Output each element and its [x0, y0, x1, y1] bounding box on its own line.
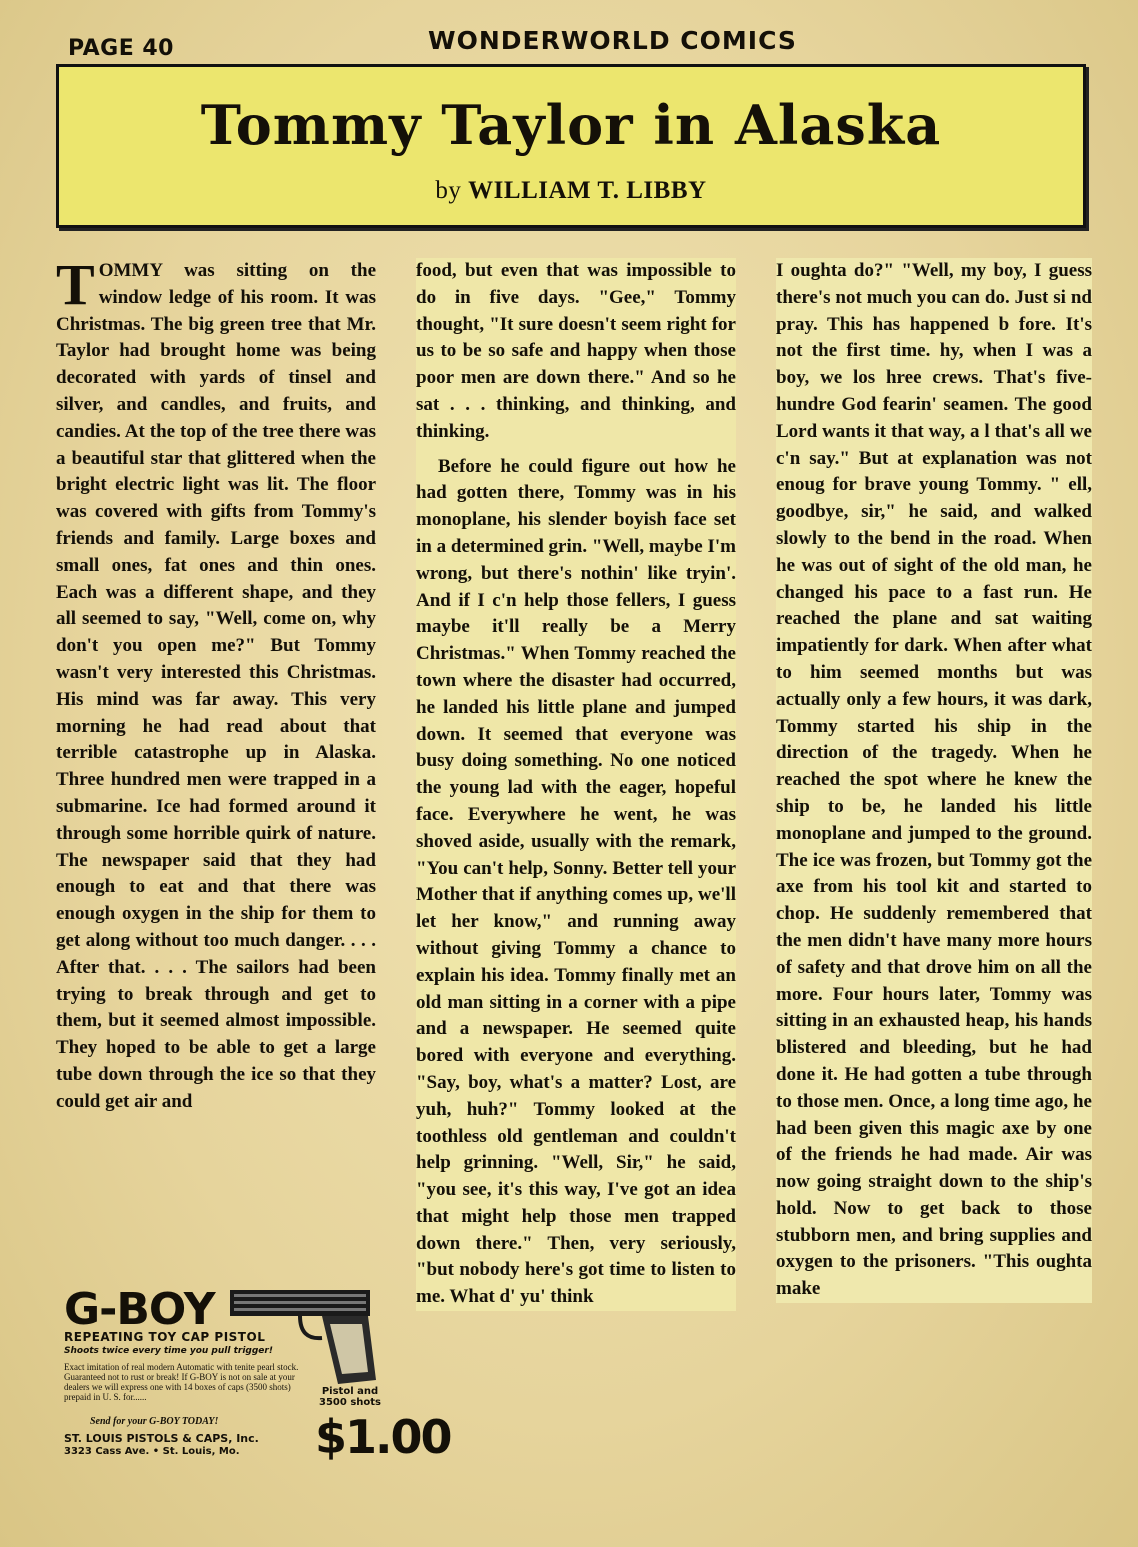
ad-deal: Pistol and 3500 shots [319, 1386, 381, 1408]
ad-address: 3323 Cass Ave. • St. Louis, Mo. [64, 1446, 240, 1457]
ad-shoots-text: Shoots twice every time you pull trigger! [64, 1346, 273, 1356]
drop-cap: T [56, 252, 95, 317]
paragraph-text: OMMY was sitting on the window ledge of his room. It was Christmas. The big green tree that Mr. Taylor had brought home was being decorated with yards of tinsel and silver, and candles, and fruits, and candies. At the top of the tree there was a beautiful star that glittered when the bright electric light was lit. The floor was covered with gifts from Tommy's friends and family. Large boxes and small ones, fat ones and thin ones. Each was a different shape, and they all seemed to say, "Well, come on, why don't you open me?" But Tommy wasn't very interested this Christmas. His mind was far away. This very morning he had read about that terrible catastrophe up in Alaska. Three hundred men were trapped in a submarine. Ice had formed around it through some horrible quirk of nature. The newspaper said that they had enough to eat and that there was enough oxygen in the ship for them to get along without too much danger. . . . After that. . . . The sailors had been trying to break through and get to them, but it seemed almost impossible. They hoped to be able to get a large tube down through the ice so that they could get air and [56, 260, 376, 1112]
page-header [0, 22, 1138, 62]
text-column-1 [56, 252, 376, 1116]
ad-description: Exact imitation of real modern Automatic with tenite pearl stock. Guaranteed not to rust or break! If G-BOY is not on sale at your dealers we will express one with 14 boxes of caps (3500 shots) prepaid in U. S. for...... [64, 1362, 299, 1402]
byline-prefix: by [435, 177, 462, 204]
ad-send-text: Send for your G-BOY TODAY! [90, 1416, 219, 1427]
ad-brand: G-BOY [64, 1284, 215, 1335]
ad-subtitle: REPEATING TOY CAP PISTOL [64, 1330, 266, 1344]
byline [59, 177, 1083, 205]
author-name: WILLIAM T. LIBBY [468, 177, 707, 204]
paragraph: food, but even that was impossible to do in five days. "Gee," Tommy thought, "It sure doesn't seem right for us to be so safe and happy when those poor men are down there." And so he sat . . . thinking, and thinking, and thinking. [416, 260, 736, 442]
paragraph [56, 252, 376, 1116]
paragraph: Before he could figure out how he had gotten there, Tommy was in his monoplane, his slender boyish face set in a determined grin. "Well, maybe I'm wrong, but there's nothin' like tryin'. And if I c'n help those fellers, I guess maybe it'll really be a Merry Christmas." When Tommy reached the town where the disaster had occurred, he landed his little plane and jumped down. It seemed that everyone was busy doing something. No one noticed the young lad with the eager, hopeful face. Everywhere he went, he was shoved aside, usually with the remark, "You can't help, Sonny. Better tell your Mother that if anything comes up, we'll let her know," and running away without giving Tommy a chance to explain his idea. Tommy finally met an old man sitting in a corner with a pipe and a newspaper. He seemed quite bored with everyone and everything. "Say, boy, what's a matter? Lost, are yuh, huh?" Tommy looked at the toothless old gentleman and couldn't help grinning. "Well, Sir," he said, "you see, it's this way, I've got an idea that might help those men trapped down there." Then, very seriously, "but nobody here's got time to listen to me. What d' yu' think [416, 455, 736, 1308]
title-banner [56, 64, 1086, 228]
ad-price: $1.00 [315, 1410, 451, 1464]
page-number: PAGE 40 [68, 36, 174, 61]
story-title: Tommy Taylor in Alaska [200, 93, 942, 157]
paragraph: I oughta do?" "Well, my boy, I guess there's not much you can do. Just si nd pray. This has happened b fore. It's not the first time. hy, when I was a boy, we los hree crews. That's five-hundre God fearin' seamen. The good Lord wants it that way, a l that's all we c'n say." But at explanation was not enoug for brave young Tommy. " ell, goodbye, sir," he said, and walked slowly to the bend in the road. When he was out of sight of the old man, he changed his pace to a fast run. He reached the plane and sat waiting impatiently for dark. When after what to him seemed months but was actually only a few hours, it was dark, Tommy started his ship in the direction of the tragedy. When he reached the spot where he knew the ship to be, he landed his little monoplane and jumped to the ground. The ice was frozen, but Tommy got the axe from his tool kit and started to chop. He suddenly remembered that the men didn't have many more hours of safety and that drove him on all the more. Four hours later, Tommy was sitting in an exhausted heap, his hands blistered and bleeding, but he had done it. He had gotten a tube through to those men. Once, a long time ago, he had been given this magic axe by one of the friends he had made. Air was now going straight down to the ship's hold. Now to get back to those stubborn men, and bring supplies and oxygen to the prisoners. "This oughta make [776, 260, 1092, 1300]
text-column-2 [416, 258, 736, 1311]
magazine-title: WONDERWORLD COMICS [428, 26, 797, 55]
g-boy-advertisement [60, 1280, 451, 1485]
ad-company: ST. LOUIS PISTOLS & CAPS, Inc. [64, 1432, 259, 1445]
text-column-3 [776, 258, 1092, 1303]
